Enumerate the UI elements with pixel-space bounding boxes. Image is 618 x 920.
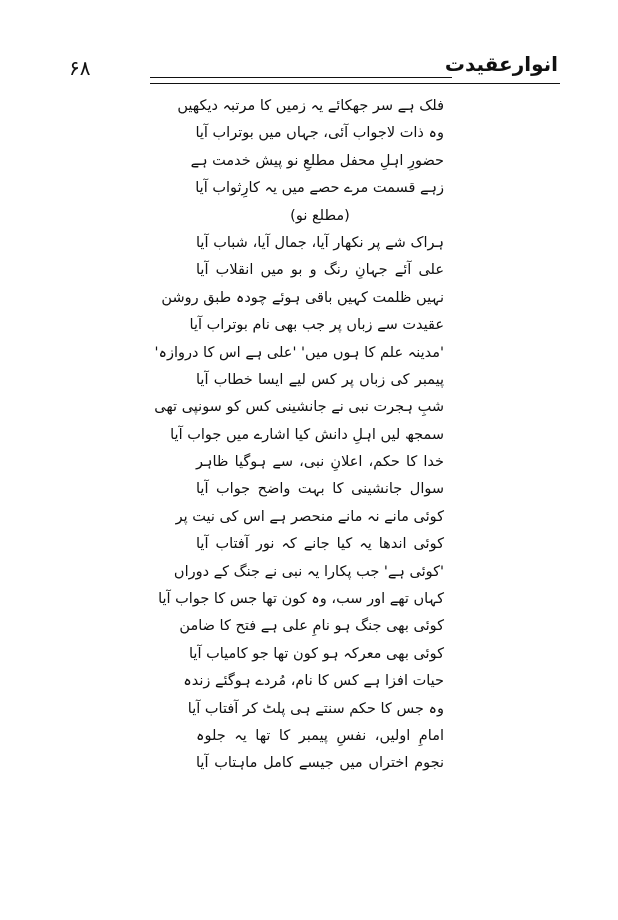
poem-line: سوال جانشینی کا بہت واضح جواب آیا — [196, 481, 444, 498]
poem-line: نجوم اختراں میں جیسے کامل ماہتاب آیا — [196, 755, 444, 772]
poem-line: عقیدت سے زباں پر جب بھی نام بوتراب آیا — [189, 317, 444, 334]
poem-line: زہے قسمت مرے حصے میں یہ کارِثواب آیا — [195, 180, 444, 197]
poem — [154, 93, 444, 778]
poem-line: کوئی مانے نہ مانے منحصر ہے اس کی نیت پر — [175, 508, 444, 525]
poem-line: 'مدینہ علم کا ہوں میں' 'علی ہے اس کا دروازہ' — [154, 344, 444, 361]
header-rule-top — [150, 77, 452, 78]
section-heading: (مطلع نو) — [290, 207, 350, 224]
poem-line: خدا کا حکم، اعلانِ نبی، سے ہوگیا ظاہر — [196, 454, 444, 471]
poem-line: وہ ذات لاجواب آئی، جہاں میں بوتراب آیا — [195, 125, 444, 142]
poem-line: پیمبر کی زباں پر کس لیے ایسا خطاب آیا — [196, 371, 444, 388]
poem-line: شبِ ہجرت نبی نے جانشینی کس کو سونپی تھی — [154, 399, 444, 416]
poem-line: سمجھ لیں اہلِ دانش کیا اشارے میں جواب آیا — [170, 426, 444, 443]
poem-line: وہ جس کا حکم سنتے ہی پلٹ کر آفتاب آیا — [187, 700, 444, 717]
poem-line: فلک ہے سر جھکائے یہ زمیں کا مرتبہ دیکھیں — [177, 98, 444, 114]
header-rule-bottom — [150, 83, 560, 84]
poem-line: ہراک شے پر نکھار آیا، جمال آیا، شباب آیا — [196, 234, 444, 251]
poem-line: 'کوئی ہے' جب پکارا یہ نبی نے جنگ کے دوراں — [173, 563, 444, 580]
poem-line: کوئی بھی معرکہ ہو کون تھا جو کامیاب آیا — [189, 645, 444, 662]
book-title: انوارعقیدت — [444, 52, 558, 76]
poem-line: علی آئے جہانِ رنگ و بو میں انقلاب آیا — [196, 262, 444, 279]
poem-line: امامِ اولیں، نفسِ پیمبر کا تھا یہ جلوہ — [196, 727, 444, 744]
poem-line: نہیں ظلمت کہیں باقی ہوئے چودہ طبق روشن — [161, 289, 444, 306]
poem-line: کہاں تھے اور سب، وہ کون تھا جس کا جواب آیا — [158, 591, 444, 608]
poem-line: کوئی بھی جنگ ہو نامِ علی ہے فتح کا ضامن — [179, 618, 444, 635]
poem-line: حیات افزا ہے کس کا نام، مُردے ہوگئے زندہ — [183, 673, 444, 690]
page-number: ۶۸ — [69, 56, 91, 80]
poem-line: کوئی اندھا یہ کیا جانے کہ نور آفتاب آیا — [196, 536, 444, 553]
poem-line: حضورِ اہلِ محفل مطلعِ نو پیش خدمت ہے — [190, 152, 444, 169]
